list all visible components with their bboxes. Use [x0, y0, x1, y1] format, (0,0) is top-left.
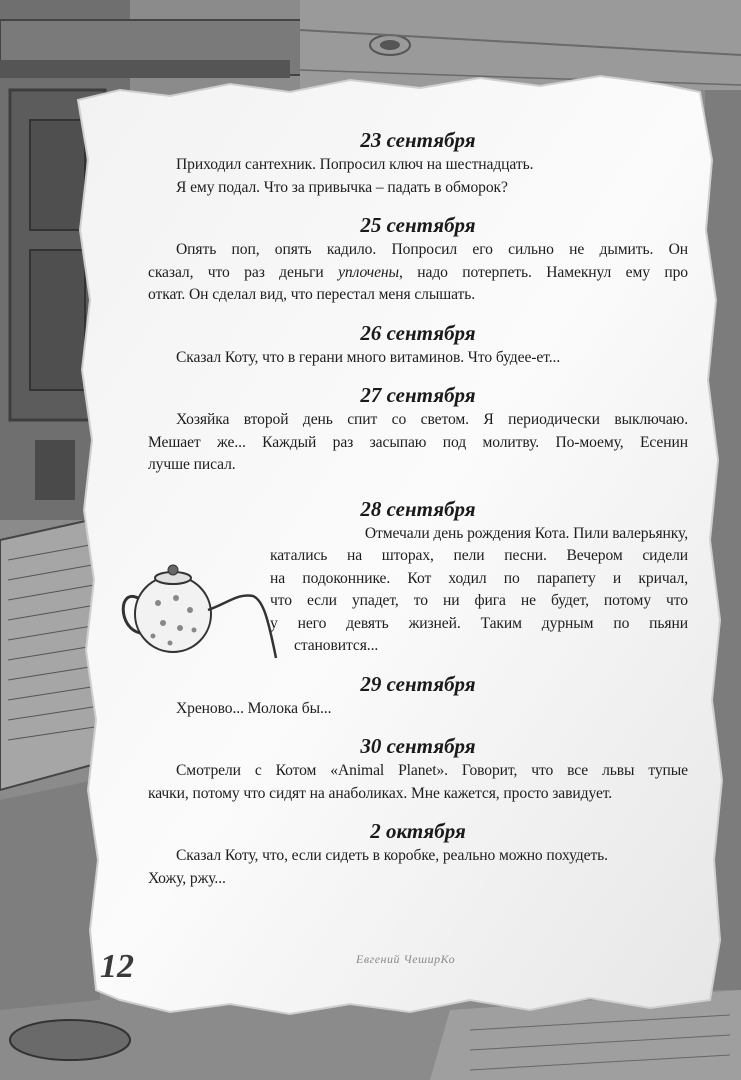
entry-text-block	[270, 523, 688, 658]
entry-date: 27 сентября	[360, 383, 476, 407]
entry-italic-word: уплочены	[338, 263, 400, 281]
entry-date: 26 сентября	[360, 320, 476, 345]
entry-line: Мешает же... Каждый раз засыпаю под молитву. По-моему, Есенин	[148, 433, 688, 451]
entry-line: у него девять жизней. Таким дурным по пьяни	[270, 614, 688, 632]
entry-line: откат. Он сделал вид, что перестал меня слышать.	[148, 286, 476, 303]
page-number: 12	[100, 948, 134, 985]
entry-line: Опять поп, опять кадило. Попросил его сильно не дымить. Он	[176, 241, 688, 258]
diary-entry	[148, 213, 688, 307]
entry-line: Смотрели с Котом «Animal Planet». Говорит, что все львы тупые	[176, 762, 688, 779]
entry-date: 25 сентября	[360, 213, 476, 237]
entry-line	[148, 262, 688, 285]
entry-line: Сказал Коту, что, если сидеть в коробке, реально можно похудеть.	[176, 847, 608, 864]
entry-line: Сказал Коту, что в герани много витаминов. Что будее-ет...	[176, 348, 561, 366]
entry-date: 28 сентября	[360, 496, 476, 521]
entry-date: 30 сентября	[360, 734, 476, 758]
entry-text: , надо потерпеть. Намекнул ему про	[399, 263, 689, 281]
diary-entry	[148, 734, 688, 805]
diary-entry	[148, 819, 688, 890]
diary-entry	[148, 497, 688, 658]
diary-content	[148, 128, 688, 904]
entry-date: 23 сентября	[360, 128, 476, 152]
entry-line: что если упадет, то ни фига не будет, потому что	[270, 592, 688, 609]
entry-text: сказал, что раз деньги	[148, 263, 339, 281]
entry-line: лучше писал.	[148, 456, 236, 473]
entry-line: качки, потому что сидят на анаболиках. Мне кажется, просто завидует.	[148, 784, 613, 802]
entry-line: катались на шторах, пели песни. Вечером сидели	[270, 547, 688, 564]
entry-line: Приходил сантехник. Попросил ключ на шестнадцать.	[176, 156, 534, 173]
diary-entry	[148, 383, 688, 477]
entry-line: становится...	[294, 637, 379, 654]
entry-date: 2 октября	[370, 819, 466, 843]
entry-line: Я ему подал. Что за привычка – падать в обморок?	[176, 178, 508, 196]
diary-entry	[148, 128, 688, 199]
entry-line: Хожу, ржу...	[148, 869, 226, 887]
entry-line: Хреново... Молока бы...	[176, 699, 332, 717]
diary-entry	[148, 672, 688, 721]
diary-entry	[148, 321, 688, 370]
author-name: Евгений ЧеширКо	[356, 952, 456, 966]
entry-line: Хозяйка второй день спит со светом. Я периодически выключаю.	[176, 411, 688, 428]
entry-line: Отмечали день рождения Кота. Пили валерьянку,	[364, 524, 688, 542]
entry-date: 29 сентября	[360, 671, 476, 696]
entry-line: на подоконнике. Кот ходил по парапету и кричал,	[270, 569, 688, 587]
